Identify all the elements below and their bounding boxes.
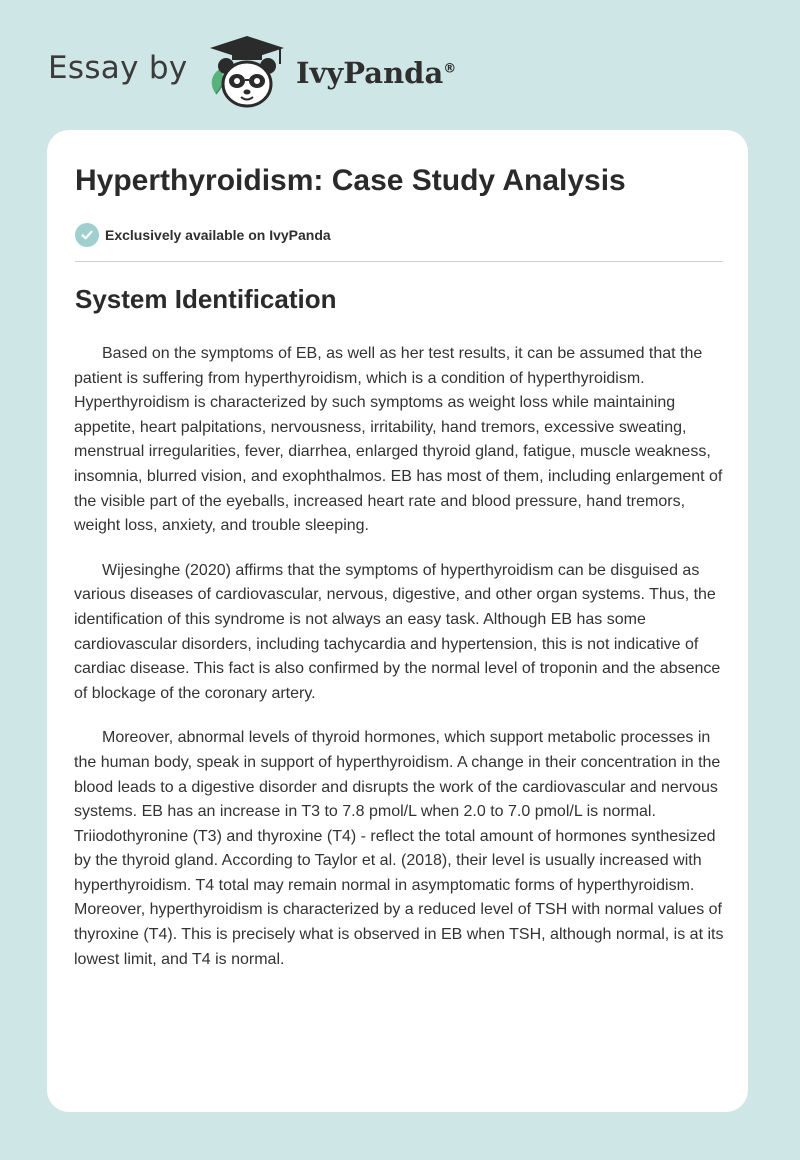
article-body: [74, 342, 726, 992]
brand-prefix: Essay by: [48, 50, 188, 86]
badge-text: Exclusively available on IvyPanda: [105, 227, 331, 243]
exclusive-badge: [75, 222, 331, 248]
page-title: Hyperthyroidism: Case Study Analysis: [75, 164, 626, 197]
section-title: System Identification: [75, 284, 337, 314]
brand-name-text: IvyPanda: [296, 56, 444, 90]
divider: [75, 261, 723, 262]
paragraph: Based on the symptoms of EB, as well as her test results, it can be assumed that the patient is suffering from hyperthyroidism, which is a condition of hyperthyroidism. Hyperthyroidism is characterized by such symptoms as weight loss while maintaining appetite, heart palpitations, nervousness, irritability, hand tremors, excessive sweating, menstrual irregularities, fever, diarrhea, enlarged thyroid gland, fatigue, muscle weakness, insomnia, blurred vision, and exophthalmos. EB has most of them, including enlargement of the visible part of the eyeballs, increased heart rate and blood pressure, hand tremors, weight loss, anxiety, and trouble sleeping.: [74, 345, 723, 535]
brand-name: [296, 56, 456, 90]
paragraph: Wijesinghe (2020) affirms that the symptoms of hyperthyroidism can be disguised as various diseases of cardiovascular, nervous, digestive, and other organ systems. Thus, the identification of this syndrome is not always an easy task. Although EB has some cardiovascular disorders, including tachycardia and hypertension, this is not indicative of cardiac disease. This fact is also confirmed by the normal level of troponin and the absence of blockage of the coronary artery.: [74, 561, 721, 702]
paragraph: Moreover, abnormal levels of thyroid hormones, which support metabolic processes in the human body, speak in support of hyperthyroidism. A change in their concentration in the blood leads to a digestive disorder and disrupts the work of the cardiovascular and nervous systems. EB has an increase in T3 to 7.8 pmol/L when 2.0 to 7.0 pmol/L is normal. Triiodothyronine (T3) and thyroxine (T4) - reflect the total amount of hormones synthesized by the thyroid gland. According to Taylor et al. (2018), their level is usually increased with hyperthyroidism. T4 total may remain normal in asymptomatic forms of hyperthyroidism. Moreover, hyperthyroidism is characterized by a reduced level of TSH with normal values of thyroxine (T4). This is precisely what is observed in EB when TSH, although normal, is at its lowest limit, and T4 is normal.: [74, 729, 724, 968]
check-circle-icon: [75, 223, 99, 247]
brand-logo[interactable]: [46, 32, 506, 112]
panda-mascot-icon: [202, 32, 292, 112]
registered-mark: ®: [443, 61, 457, 77]
article-card: [47, 130, 748, 1112]
